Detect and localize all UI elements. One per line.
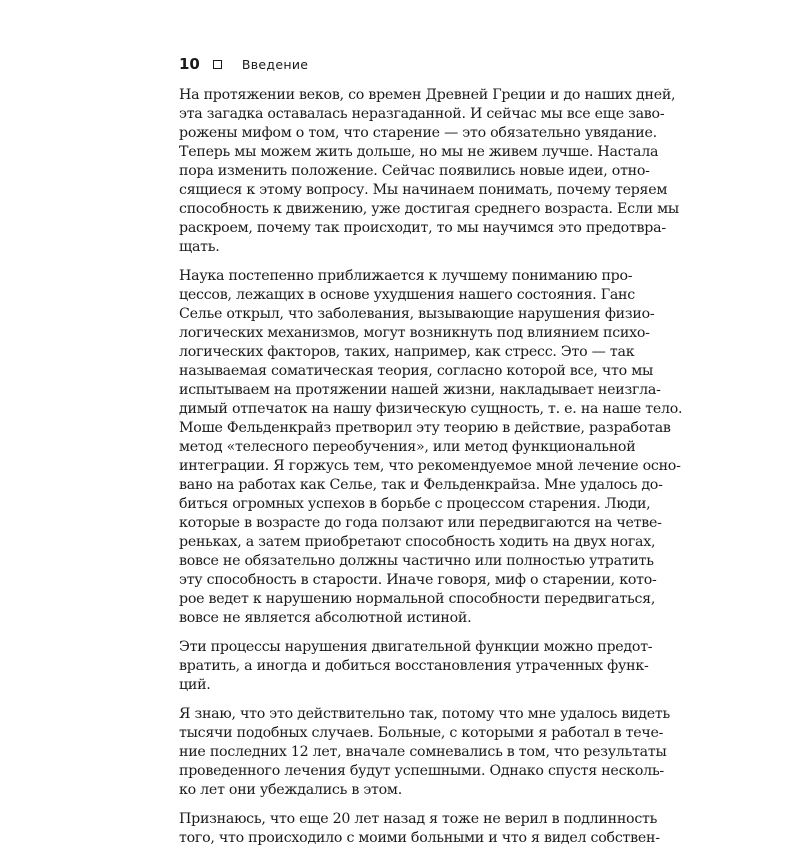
text-line: Эти процессы нарушения двигательной функции можно предот- [179,639,653,655]
text-line: Наука постепенно приближается к лучшему пониманию про- [179,268,633,284]
text-line: вано на работах как Селье, так и Фельденкрайза. Мне удалось до- [179,477,663,493]
text-line: логических механизмов, могут возникнуть под влиянием психо- [179,325,650,341]
text-line: испытываем на протяжении нашей жизни, накладывает неизгла- [179,382,661,398]
paragraph [179,638,653,695]
text-line: димый отпечаток на нашу физическую сущность, т. е. на наше тело. [179,401,683,417]
text-line: рое ведет к нарушению нормальной способности передвигаться, [179,591,656,607]
text-line: проведенного лечения будут успешными. Однако спустя несколь- [179,763,664,779]
text-line: Признаюсь, что еще 20 лет назад я тоже не верил в подлинность [179,811,658,827]
text-line: пора изменить положение. Сейчас появились новые идеи, отно- [179,163,650,179]
paragraph [179,705,671,800]
text-line: Теперь мы можем жить дольше, но мы не живем лучше. Настала [179,144,659,160]
text-line: вратить, а иногда и добиться восстановления утраченных функ- [179,658,649,674]
text-line: способность к движению, уже достигая среднего возраста. Если мы [179,201,679,217]
text-line: того, что происходило с моими больными и что я видел собствен- [179,830,660,846]
chapter-title: Введение [241,56,309,72]
paragraph [179,267,683,628]
text-line: логических факторов, таких, например, как стресс. Это — так [179,344,635,360]
text-line: рожены мифом о том, что старение — это обязательно увядание. [179,125,657,141]
text-line: биться огромных успехов в борьбе с процессом старения. Люди, [179,496,651,512]
text-line: ций. [179,677,211,693]
paragraph [179,86,679,257]
text-line: эту способность в старости. Иначе говоря, миф о старении, кото- [179,572,657,588]
text-line: реньках, а затем приобретают способность ходить на двух ногах, [179,534,656,550]
text-line: Селье открыл, что заболевания, вызывающие нарушения физио- [179,306,655,322]
text-line: Я знаю, что это действительно так, потому что мне удалось видеть [179,706,671,722]
book-page [179,54,683,858]
running-header [179,54,624,74]
paragraph [179,810,660,848]
text-line: которые в возрасте до года ползают или передвигаются на четве- [179,515,662,531]
square-bullet-icon [213,60,222,69]
text-line: ко лет они убеждались в этом. [179,782,402,798]
text-line: эта загадка оставалась неразгаданной. И сейчас мы все еще заво- [179,106,665,122]
text-line: На протяжении веков, со времен Древней Греции и до наших дней, [179,87,676,103]
text-line: Моше Фельденкрайз претворил эту теорию в действие, разработав [179,420,671,436]
text-line: сящиеся к этому вопросу. Мы начинаем понимать, почему теряем [179,182,668,198]
text-line: интеграции. Я горжусь тем, что рекомендуемое мной лечение осно- [179,458,681,474]
text-line: цессов, лежащих в основе ухудшения нашего состояния. Ганс [179,287,635,303]
text-line: тысячи подобных случаев. Больные, с которыми я работал в тече- [179,725,664,741]
text-line: вовсе не обязательно должны частично или полностью утратить [179,553,654,569]
text-line: называемая соматическая теория, согласно которой все, что мы [179,363,654,379]
text-line: вовсе не является абсолютной истиной. [179,610,472,626]
text-line: раскроем, почему так происходит, то мы научимся это предотвра- [179,220,666,236]
page-number: 10 [179,55,200,73]
text-line: ние последних 12 лет, вначале сомневались в том, что результаты [179,744,667,760]
text-line: щать. [179,239,220,255]
text-line: метод «телесного переобучения», или метод функциональной [179,439,636,455]
body-text [179,86,683,848]
